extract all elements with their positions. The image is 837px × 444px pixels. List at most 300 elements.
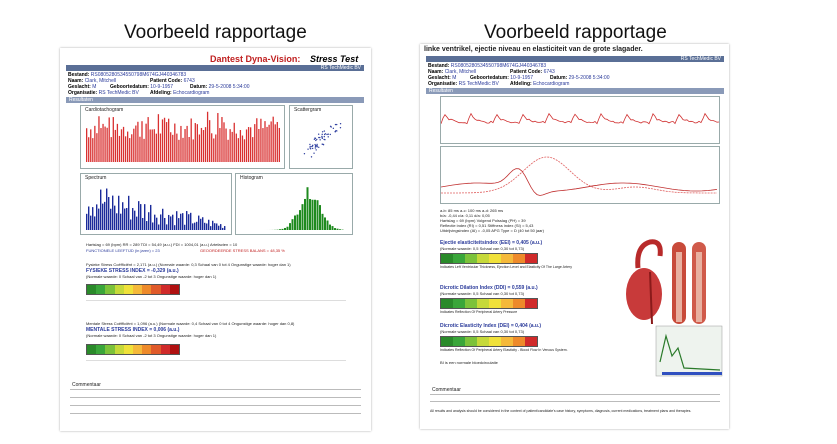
- cardio-bar: [96, 133, 97, 162]
- spectrum-label: Spectrum: [85, 175, 107, 181]
- left-resultaten-label: Resultaten: [69, 97, 93, 103]
- histogram-bar: [279, 229, 281, 230]
- cardio-bar: [148, 117, 149, 162]
- cardio-bar: [133, 129, 134, 162]
- cardio-bar: [266, 127, 267, 162]
- histogram-bar: [309, 199, 311, 230]
- right-field-organisatie: Organisatie: RS TechMedic BV: [428, 81, 499, 87]
- spectrum-bar: [188, 214, 189, 230]
- spectrum-bar: [170, 216, 171, 230]
- cardio-bar: [238, 138, 239, 162]
- scatter-point: [335, 130, 336, 131]
- spectrum-bar: [144, 204, 145, 230]
- slide-title-left: Voorbeeld rapportage: [124, 22, 307, 43]
- cardio-bar: [90, 129, 91, 162]
- spectrum-bar: [180, 214, 181, 230]
- cardiotachogram-panel: [80, 105, 285, 169]
- cardio-bar: [232, 132, 233, 162]
- spectrum-bar: [148, 212, 149, 230]
- apg-measure-4: Reflectie index (RI) = 0,51 Stiffness index (SI) = 5,43: [440, 223, 534, 228]
- fysieke-coefficient: Fysieke Stress Coëfficiënt = 2,171 (a.u.) (Normale waarde: 0,3 Schaal van 0 tot 4 Ongunstige waarde: hoger dan 1): [86, 262, 291, 267]
- cardio-bar: [154, 129, 155, 162]
- cardio-bar: [227, 140, 228, 162]
- left-field-patient-code: Patient Code: 6743: [150, 78, 195, 84]
- histogram-bar: [282, 229, 284, 230]
- cardio-bar: [86, 128, 87, 162]
- cardio-bar: [158, 114, 159, 162]
- cardio-bar: [264, 121, 265, 162]
- cardio-bar: [230, 129, 231, 162]
- cardio-bar: [125, 136, 126, 162]
- cardio-bar: [250, 127, 251, 162]
- cardio-bar: [258, 129, 259, 162]
- scatter-point: [324, 130, 325, 131]
- cardio-bar: [145, 124, 146, 162]
- cardio-bar: [209, 120, 210, 162]
- scatter-point: [312, 145, 313, 146]
- cardio-bar: [197, 124, 198, 162]
- heart-illustration: [616, 232, 726, 382]
- cardio-bar: [256, 118, 257, 162]
- apg-measure-1: a-b: 85 ms a-c: 100 ms a-d: 265 ms: [440, 208, 504, 213]
- left-report-header-title: Dantest Dyna-Vision:: [210, 54, 301, 64]
- cardio-bar: [205, 127, 206, 162]
- left-field-geboortedatum: Geboortedatum: 10-9-1957: [110, 84, 174, 90]
- cardio-bar: [92, 138, 93, 162]
- cardio-bar: [193, 139, 194, 162]
- cardio-bar: [168, 119, 169, 162]
- ddi-title: Dicrotic Dilation Index (DDI) = 0,559 (a.u.): [440, 285, 538, 291]
- spectrum-bar: [132, 208, 133, 230]
- cardio-bar: [203, 130, 204, 162]
- scatter-point: [310, 148, 311, 149]
- spectrum-bar: [168, 215, 169, 230]
- fysieke-divider: [86, 300, 346, 301]
- cardio-bar: [182, 138, 183, 162]
- right-commentaar-label: Commentaar: [432, 387, 461, 393]
- histogram-svg: [236, 174, 352, 234]
- cardiotachogram-svg: [81, 106, 284, 168]
- right-field-geslacht: Geslacht: M: [428, 75, 457, 81]
- cardio-bar: [223, 122, 224, 162]
- cardio-bar: [94, 126, 95, 162]
- right-field-afdeling: Afdeling: Echocardiogram: [510, 81, 570, 87]
- spectrum-bar: [96, 204, 97, 230]
- apg-measure-5: Uitdrijvingsindex (AI) = -0,05 APG Type = D (40 tot 50 jaar): [440, 228, 544, 233]
- cardio-bar: [174, 124, 175, 162]
- left-field-afdeling: Afdeling: Echocardiogram: [150, 90, 210, 96]
- eei-note: Indicates Left Ventricular Thickness, Ejection Level and Elasticity Of The Large Artery: [440, 265, 572, 269]
- spectrum-bar: [122, 202, 123, 230]
- ddi-normal: (Normale waarde: 0,5 Schaal van 0,30 tot 0,73): [440, 291, 525, 296]
- histogram-bar: [299, 210, 301, 230]
- cardio-bar: [184, 129, 185, 162]
- spectrum-bar: [134, 211, 135, 230]
- scatter-point: [340, 127, 341, 128]
- dei-title: Dicrotic Elasticity Index (DEI) = 0,404 (a.u.): [440, 323, 542, 329]
- scatter-point: [307, 148, 308, 149]
- dei-scale: [440, 336, 538, 347]
- spectrum-bar: [126, 208, 127, 230]
- spectrum-bars: [86, 189, 225, 230]
- cardio-bar: [150, 129, 151, 162]
- spectrum-bar: [104, 202, 105, 230]
- scatter-point: [325, 133, 326, 134]
- spectrum-bar: [186, 211, 187, 230]
- spectrum-bar: [222, 228, 223, 230]
- eei-title: Ejectie elasticiteitsindex (EEI) = 0,405 (a.u.): [440, 240, 543, 246]
- cardio-bar: [113, 117, 114, 162]
- spectrum-bar: [108, 197, 109, 230]
- cardio-bar: [111, 137, 112, 162]
- ddi-scale: [440, 298, 538, 309]
- ddi-note: Indicates Reflection Of Peripheral Artery Pressure: [440, 310, 518, 314]
- histogram-bar: [327, 220, 329, 230]
- histogram-bar: [302, 204, 304, 230]
- scatter-point: [324, 136, 325, 137]
- spectrum-bar: [130, 219, 131, 230]
- cardio-bar: [98, 116, 99, 162]
- spectrum-bar: [118, 196, 119, 230]
- cardio-bar: [244, 139, 245, 162]
- spectrum-bar: [192, 223, 193, 230]
- spectrum-bar: [218, 226, 219, 230]
- cardio-bar: [275, 124, 276, 162]
- cardio-bar: [117, 124, 118, 162]
- scatter-point: [316, 144, 317, 145]
- right-field-naam: Naam: Clark, Mitchell: [428, 69, 477, 75]
- spectrum-bar: [216, 223, 217, 230]
- histogram-bar: [289, 223, 291, 230]
- histogram-bar: [329, 225, 331, 230]
- scatter-point: [323, 144, 324, 145]
- spectrum-bar: [136, 217, 137, 230]
- eei-normal: (Normale waarde: 0,5 Schaal van 0,30 tot 0,73): [440, 246, 525, 251]
- spectrum-bar: [138, 201, 139, 230]
- histogram-bar: [317, 200, 319, 230]
- cardio-bar: [135, 126, 136, 162]
- cardio-bar: [279, 128, 280, 162]
- cardio-bar: [211, 133, 212, 162]
- scatter-point: [316, 139, 317, 140]
- spectrum-bar: [194, 223, 195, 230]
- spectrum-bar: [204, 223, 205, 230]
- cardio-bar: [166, 122, 167, 162]
- cardio-bar: [121, 129, 122, 162]
- spectrum-svg: [81, 174, 231, 234]
- heart-shape: [626, 268, 662, 320]
- fysieke-scale: [86, 284, 180, 295]
- cardio-bar: [271, 121, 272, 162]
- spectrum-bar: [156, 218, 157, 230]
- cardio-bar: [129, 138, 130, 162]
- right-disclaimer: All results and analysis should be considered in the context of patient/candidate's case history, symptoms, diagnosis, current medications, treatment plans and therapies.: [430, 409, 692, 413]
- cardio-bar: [123, 127, 124, 162]
- left-report-header-subtitle: Stress Test: [310, 54, 359, 64]
- spectrum-bar: [92, 207, 93, 230]
- mentale-normal: (Normale waarde: 0 Schaal van -2 tot 3 Ongunstige waarde: hoger dan 1): [86, 333, 217, 338]
- cardio-bar: [246, 129, 247, 162]
- pulse-wave-line: [441, 114, 719, 124]
- right-field-geboortedatum: Geboortedatum: 10-9-1957: [470, 75, 534, 81]
- scatter-point: [333, 128, 334, 129]
- cardio-bar: [189, 137, 190, 162]
- dei-normal: (Normale waarde: 0,5 Schaal van 0,30 tot 0,73): [440, 329, 525, 334]
- cardio-bar: [207, 112, 208, 162]
- cardio-bar: [254, 124, 255, 162]
- right-field-bestand: Bestand: RS0805280534550798M674GJ440346783: [428, 63, 547, 69]
- apg-wave-svg: [441, 147, 719, 203]
- spectrum-bar: [158, 224, 159, 230]
- scatter-point: [315, 140, 316, 141]
- right-field-patient-code: Patient Code: 6743: [510, 69, 555, 75]
- histogram-bar: [319, 205, 321, 230]
- histogram-bar: [297, 215, 299, 230]
- dei-note: Indicates Reflection Of Peripheral Artery Elasticity - Blood Flow In Venous System.: [440, 348, 568, 352]
- cardio-bar: [201, 128, 202, 162]
- cardio-bar: [160, 134, 161, 162]
- right-resultaten-label: Resultaten: [429, 88, 453, 94]
- left-comment-line-4: [70, 413, 361, 414]
- scatter-point: [309, 146, 310, 147]
- scatter-point: [316, 146, 317, 147]
- artery-2-inner: [696, 252, 702, 322]
- spectrum-bar: [140, 204, 141, 230]
- spectrum-bar: [86, 214, 87, 230]
- pulse-wave-svg: [441, 97, 719, 143]
- cardio-bar: [100, 128, 101, 162]
- right-comment-line-2: [430, 401, 720, 402]
- spectrum-bar: [210, 226, 211, 230]
- cardio-bar: [178, 140, 179, 162]
- mentale-index: MENTALE STRESS INDEX = 0,006 (a.u.): [86, 327, 180, 333]
- scattergram-label: Scattergram: [294, 107, 322, 113]
- histogram-panel: [235, 173, 353, 235]
- spectrum-bar: [102, 204, 103, 230]
- spectrum-bar: [106, 189, 107, 230]
- left-comment-line-1: [70, 389, 361, 390]
- left-field-datum: Datum: 29-5-2008 5:34:00: [190, 84, 250, 90]
- left-stats-line: Hartslag = 69 (bpm) RR = 289 TDI = 54,49 (a.u.) FDI = 1004,01 (a.u.) Artefacten = 10: [86, 242, 238, 247]
- apg-wave-dashed: [441, 157, 717, 193]
- cardio-bar: [164, 118, 165, 162]
- cardio-bar: [131, 134, 132, 162]
- left-comment-line-2: [70, 397, 361, 398]
- scatter-point: [330, 134, 331, 135]
- spectrum-bar: [208, 220, 209, 230]
- cardio-bar: [236, 134, 237, 162]
- apg-measure-3: Hartslag = 69 (bpm) Volgend Polsslag (PH) = 39: [440, 218, 526, 223]
- left-field-geslacht: Geslacht: M: [68, 84, 97, 90]
- scatter-point: [322, 138, 323, 139]
- fysieke-normal: (Normale waarde: 0 Schaal van -2 tot 3 Ongunstige waarde: hoger dan 1): [86, 274, 217, 279]
- spectrum-bar: [114, 206, 115, 230]
- scatter-point: [322, 131, 323, 132]
- cardio-bar: [268, 125, 269, 162]
- spectrum-bar: [154, 215, 155, 230]
- left-report-company-bar: [66, 65, 364, 71]
- spectrum-bar: [212, 221, 213, 230]
- spectrum-bar: [202, 217, 203, 230]
- scatter-point: [335, 124, 336, 125]
- left-stress-balance: GEOORDEERDE STRESS BALANS = 48,35 %: [200, 248, 285, 253]
- spectrum-bar: [174, 225, 175, 230]
- spectrum-bar: [146, 221, 147, 230]
- cardio-bar: [217, 113, 218, 162]
- left-field-naam: Naam: Clark, Mitchell: [68, 78, 117, 84]
- aorta-arch: [638, 242, 661, 268]
- cardio-bar: [191, 118, 192, 162]
- cardio-bar: [139, 137, 140, 162]
- cardio-bar: [104, 127, 105, 162]
- scatter-point: [323, 139, 324, 140]
- apg-measure-2: b/a: -0,44 c/a: 0,11 d/a: 0,05: [440, 213, 490, 218]
- cardio-bar: [115, 130, 116, 162]
- spectrum-bar: [112, 196, 113, 230]
- cardio-bar: [127, 132, 128, 162]
- cardio-bar: [137, 122, 138, 162]
- apg-wave-solid: [441, 169, 717, 196]
- spectrum-bar: [110, 209, 111, 230]
- spectrum-bar: [196, 222, 197, 230]
- cardio-bar: [88, 137, 89, 162]
- cardio-bar: [186, 126, 187, 162]
- pulse-wave-panel: [440, 96, 720, 144]
- histogram-bar: [314, 200, 316, 230]
- histogram-bar: [332, 226, 334, 230]
- spectrum-bar: [90, 216, 91, 230]
- scatter-point: [318, 134, 319, 135]
- right-field-datum: Datum: 29-5-2008 5:34:00: [550, 75, 610, 81]
- cardio-bar: [170, 132, 171, 162]
- spectrum-bar: [94, 216, 95, 230]
- histogram-bar: [322, 214, 324, 230]
- spectrum-bar: [150, 205, 151, 230]
- spectrum-bar: [182, 213, 183, 230]
- apg-wave-panel: [440, 146, 720, 204]
- spectrum-bar: [166, 224, 167, 230]
- spectrum-bar: [162, 209, 163, 230]
- mentale-coefficient: Mentale Stress Coëfficiënt = 1,096 (a.u.) (Normale waarde: 0,4 Schaal van 0 tot 4 Ongunstige waarde: hoger dan 0,8): [86, 321, 295, 326]
- cardio-bar: [273, 117, 274, 162]
- slide-title-right: Voorbeeld rapportage: [484, 22, 667, 43]
- left-functional-age: FUNCTIONELE LEEFTIJD (in jaren) = 23: [86, 248, 160, 253]
- spectrum-bar: [128, 196, 129, 230]
- histogram-bar: [334, 228, 336, 230]
- histogram-bar: [307, 187, 309, 230]
- spectrum-bar: [224, 226, 225, 230]
- right-report-company-bar: [426, 56, 724, 62]
- spectrum-bar: [190, 213, 191, 230]
- cardio-bar: [234, 123, 235, 162]
- spectrum-bar: [160, 214, 161, 230]
- spectrum-bar: [214, 223, 215, 230]
- scatter-point: [312, 148, 313, 149]
- scatter-point: [311, 156, 312, 157]
- eei-scale: [440, 253, 538, 264]
- left-commentaar-label: Commentaar: [72, 382, 101, 388]
- spectrum-bar: [206, 223, 207, 230]
- right-report-header-title: linke ventrikel, ejectie niveau en elasticiteit van de grote slagader.: [424, 46, 643, 53]
- spectrum-bar: [178, 218, 179, 230]
- histogram-bar: [337, 229, 339, 230]
- bi-note: BI is een normale bloedcirculatie: [440, 360, 498, 365]
- scattergram-points: [304, 123, 342, 158]
- cardio-bar: [262, 128, 263, 162]
- cardio-bar: [109, 117, 110, 162]
- histogram-bar: [339, 229, 341, 230]
- histogram-bar: [287, 227, 289, 230]
- cardio-bar: [143, 139, 144, 162]
- cardio-bar: [141, 121, 142, 162]
- right-company-label: RS TechMedic BV: [680, 56, 721, 62]
- cardio-bar: [277, 122, 278, 162]
- spectrum-bar: [176, 211, 177, 230]
- histogram-bar: [294, 215, 296, 230]
- spectrum-bar: [100, 190, 101, 230]
- cardio-bar: [172, 135, 173, 162]
- scatter-point: [319, 137, 320, 138]
- scatter-point: [314, 139, 315, 140]
- scatter-point: [328, 136, 329, 137]
- scatter-point: [319, 139, 320, 140]
- scatter-point: [328, 133, 329, 134]
- spectrum-bar: [172, 215, 173, 230]
- right-resultaten-bar: [426, 88, 724, 94]
- scattergram-panel: [289, 105, 353, 169]
- cardio-bar: [195, 123, 196, 162]
- spectrum-bar: [184, 225, 185, 230]
- spectrum-bar: [200, 219, 201, 230]
- cardiotachogram-label: Cardiotachogram: [85, 107, 124, 113]
- scatter-point: [315, 149, 316, 150]
- histogram-bar: [324, 217, 326, 230]
- scatter-point: [322, 134, 323, 135]
- spectrum-bar: [142, 218, 143, 230]
- right-report-page: [420, 44, 729, 429]
- cardio-bar: [240, 130, 241, 162]
- plaque-graph-bar: [662, 372, 722, 375]
- cardio-bar: [260, 119, 261, 162]
- cardio-bar: [180, 126, 181, 162]
- cardio-bar: [199, 134, 200, 162]
- scattergram-svg: [290, 106, 352, 168]
- mentale-divider: [86, 360, 346, 361]
- scatter-point: [315, 147, 316, 148]
- left-report-page: [60, 48, 371, 431]
- histogram-bar: [292, 219, 294, 230]
- fysieke-index: FYSIEKE STRESS INDEX = -0,329 (a.u.): [86, 268, 179, 274]
- cardio-bar: [248, 127, 249, 162]
- spectrum-bar: [124, 209, 125, 230]
- histogram-bar: [312, 200, 314, 230]
- spectrum-bar: [98, 209, 99, 230]
- cardio-bar: [107, 128, 108, 162]
- scatter-point: [315, 145, 316, 146]
- right-comment-line-1: [430, 394, 720, 395]
- spectrum-panel: [80, 173, 232, 235]
- spectrum-bar: [152, 222, 153, 230]
- cardio-bar: [221, 117, 222, 162]
- spectrum-bar: [88, 206, 89, 230]
- cardio-bar: [225, 129, 226, 162]
- histogram-bar: [304, 199, 306, 230]
- left-company-label: RS TechMedic BV: [320, 65, 361, 71]
- scatter-point: [309, 144, 310, 145]
- histogram-label: Histogram: [240, 175, 263, 181]
- mentale-scale: [86, 344, 180, 355]
- left-resultaten-bar: [66, 97, 364, 103]
